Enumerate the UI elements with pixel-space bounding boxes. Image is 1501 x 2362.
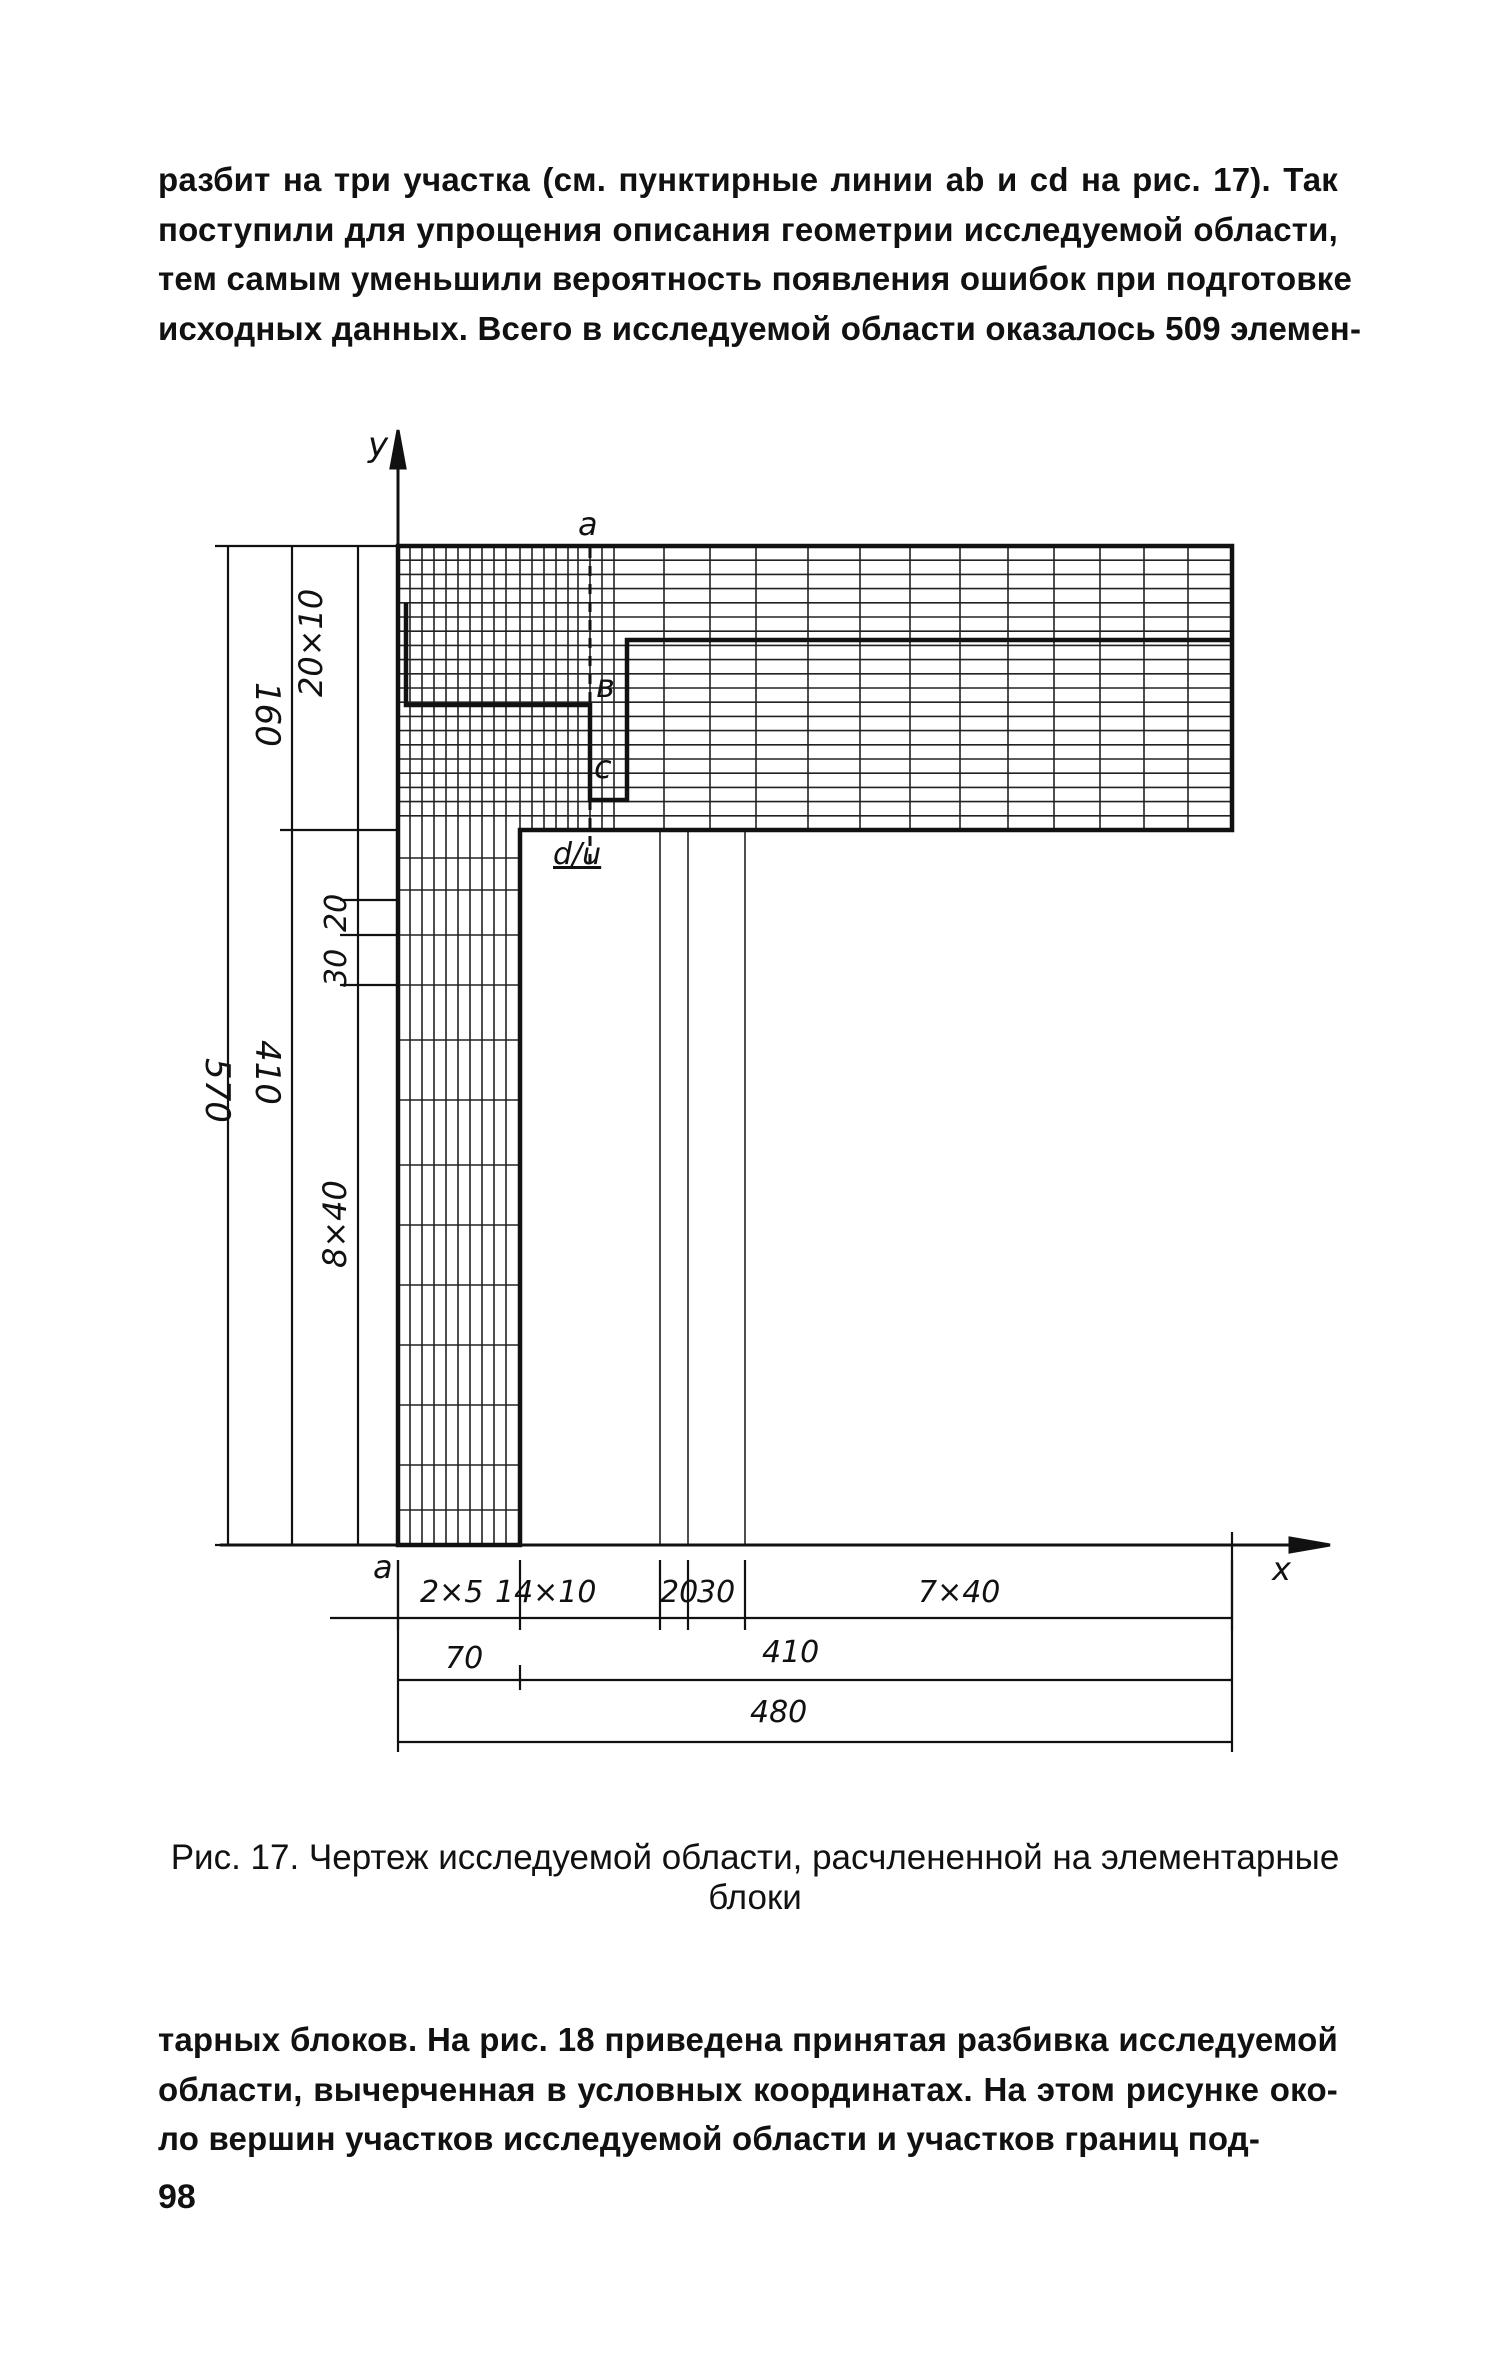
text-line: области, вычерченная в условных координатах. На этом рисунке око- [158,2070,1338,2108]
page-number: 98 [158,2178,196,2216]
point-b-label: в [596,667,615,705]
dimension-lines [215,546,1232,1752]
text-line: тарных блоков. На рис. 18 приведена принятая разбивка исследуемой [158,2021,1338,2058]
dim-70-label: 70 [445,1641,484,1676]
point-du-label: d/u [553,837,602,872]
dim-7x40-label: 7×40 [918,1575,1001,1610]
axes [220,430,1330,1552]
dim-2x5-label: 2×5 [420,1575,484,1610]
dim-410-bottom-label: 410 [762,1635,820,1670]
dim-410-label: 410 [247,1040,287,1105]
text-line: поступили для упрощения описания геометрии исследуемой области, [158,210,1338,248]
dim-480-label: 480 [750,1695,808,1730]
y-axis-arrow-icon [391,430,405,468]
dim-8x40-label: 8×40 [316,1180,354,1268]
text-line: тем самым уменьшили вероятность появления ошибок при подготовке [158,260,1353,297]
bottom-paragraph [158,2015,1338,2164]
dim-30-left-label: 30 [319,948,354,987]
dim-20x10-label: 20×10 [292,588,330,697]
point-c-label: с [594,748,612,786]
text-line: разбит на три участка (см. пунктирные линии ab и cd на рис. 17). Так [158,161,1338,198]
mesh-grid [398,546,1232,1545]
point-a-top-label: a [578,505,598,543]
dim-160-label: 160 [247,682,287,747]
text-line: исходных данных. Всего в исследуемой области оказалось 509 элемен- [158,309,1362,347]
x-axis-label: x [1272,1550,1291,1588]
dim-30-bottom-label: 30 [697,1575,736,1610]
dim-20-bottom-label: 20 [660,1575,699,1610]
region-outline [398,546,1232,1545]
dim-570-label: 570 [197,1058,237,1123]
dim-20-left-label: 20 [319,893,354,932]
caption-line: Рис. 17. Чертеж исследуемой области, расчлененной на элементарные [170,1838,1340,1877]
dim-14x10-label: 14×10 [495,1575,597,1610]
origin-label: a [373,1548,393,1586]
caption-line: блоки [708,1878,802,1917]
text-line: ло вершин участков исследуемой области и участков границ под- [158,2120,1261,2157]
y-axis-label: y [368,425,389,465]
x-axis-arrow-icon [1290,1538,1330,1552]
figure-caption [170,1838,1340,1918]
domain-boundary [398,546,1232,1545]
